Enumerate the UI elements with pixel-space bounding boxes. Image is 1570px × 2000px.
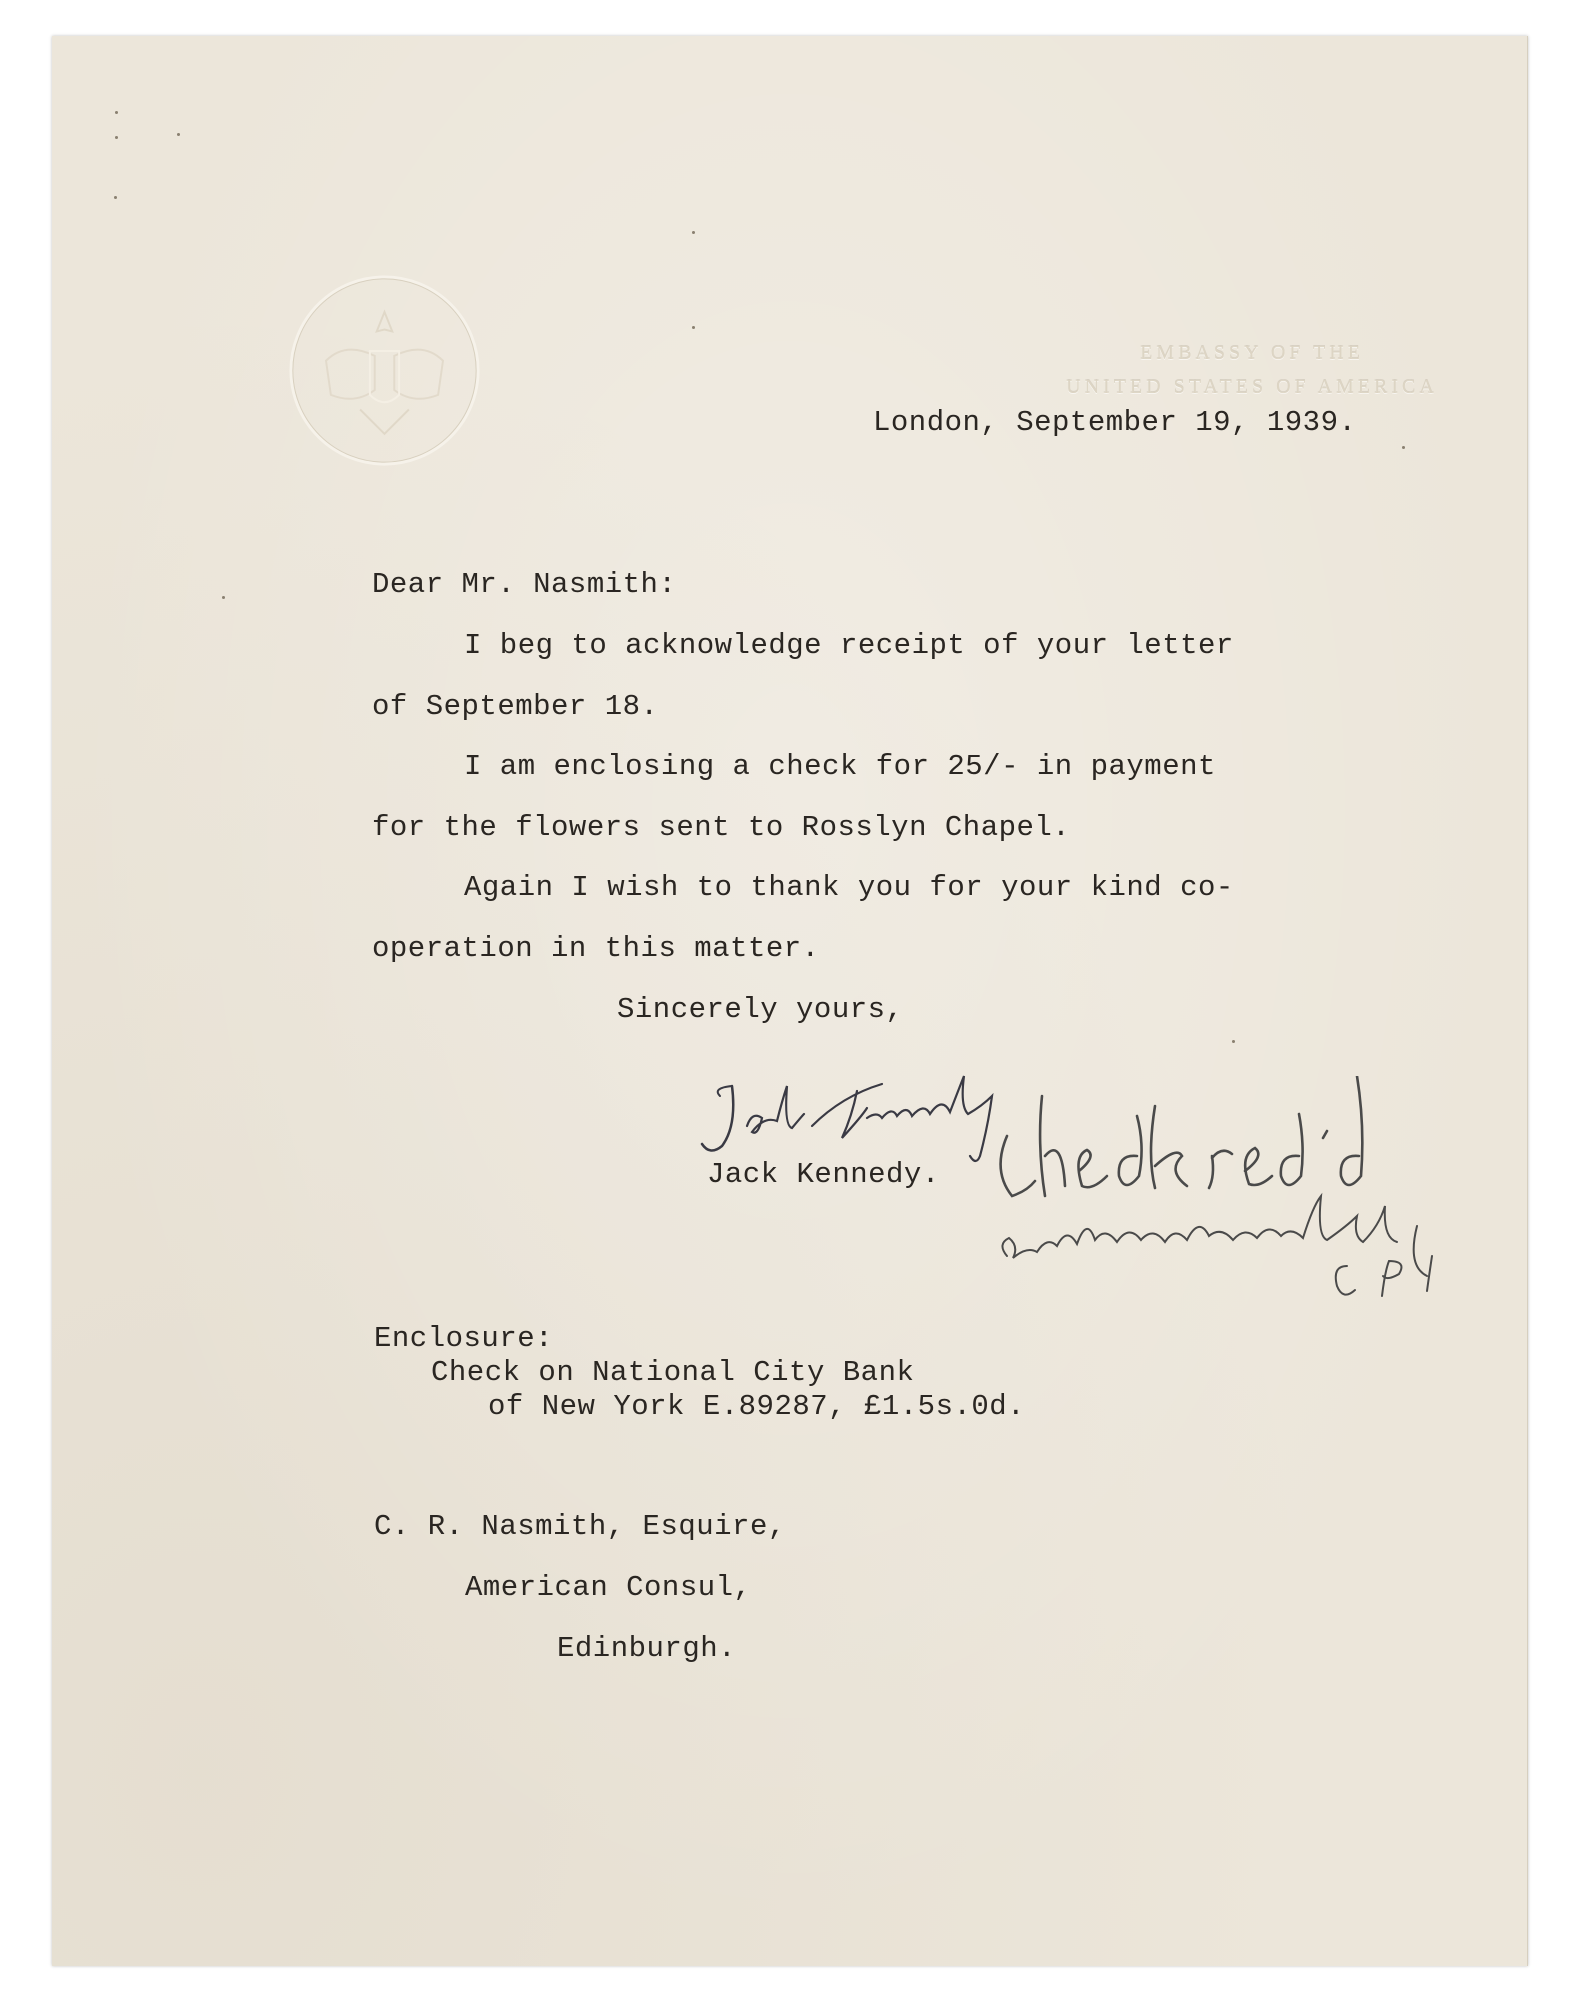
closing: Sincerely yours,: [617, 993, 904, 1026]
letterhead-line-2: UNITED STATES OF AMERICA: [1066, 376, 1438, 398]
letterhead-line-1: EMBASSY OF THE: [1140, 342, 1364, 364]
paper-speck: [1232, 1040, 1235, 1043]
enclosure-line-2: of New York E.89287, £1.5s.0d.: [488, 1390, 1026, 1423]
paper-speck: [1402, 446, 1405, 449]
typed-signature-name: Jack Kennedy.: [707, 1158, 940, 1191]
letter-sheet: [52, 36, 1528, 1966]
dateline: London, September 19, 1939.: [873, 406, 1357, 439]
salutation: Dear Mr. Nasmith:: [372, 568, 677, 601]
paper-speck: [692, 326, 695, 329]
embossed-seal-icon: [287, 273, 482, 468]
addressee-title: American Consul,: [465, 1571, 752, 1604]
body-line: operation in this matter.: [372, 932, 820, 965]
addressee-city: Edinburgh.: [557, 1632, 737, 1665]
body-line: I am enclosing a check for 25/- in payment: [464, 750, 1216, 783]
enclosure-label: Enclosure:: [374, 1322, 554, 1355]
paper-speck: [115, 111, 118, 114]
addressee-name: C. R. Nasmith, Esquire,: [374, 1510, 786, 1543]
paper-speck: [115, 136, 118, 139]
body-line: for the flowers sent to Rosslyn Chapel.: [372, 811, 1071, 844]
body-line: of September 18.: [372, 690, 659, 723]
paper-speck: [692, 231, 695, 234]
handwritten-annotation: [987, 1076, 1507, 1336]
paper-speck: [114, 196, 117, 199]
body-line: Again I wish to thank you for your kind co-: [464, 871, 1234, 904]
paper-speck: [177, 133, 180, 136]
body-line: I beg to acknowledge receipt of your letter: [464, 629, 1234, 662]
enclosure-line-1: Check on National City Bank: [431, 1356, 915, 1389]
paper-speck: [222, 596, 225, 599]
embossed-letterhead: [1042, 336, 1462, 404]
